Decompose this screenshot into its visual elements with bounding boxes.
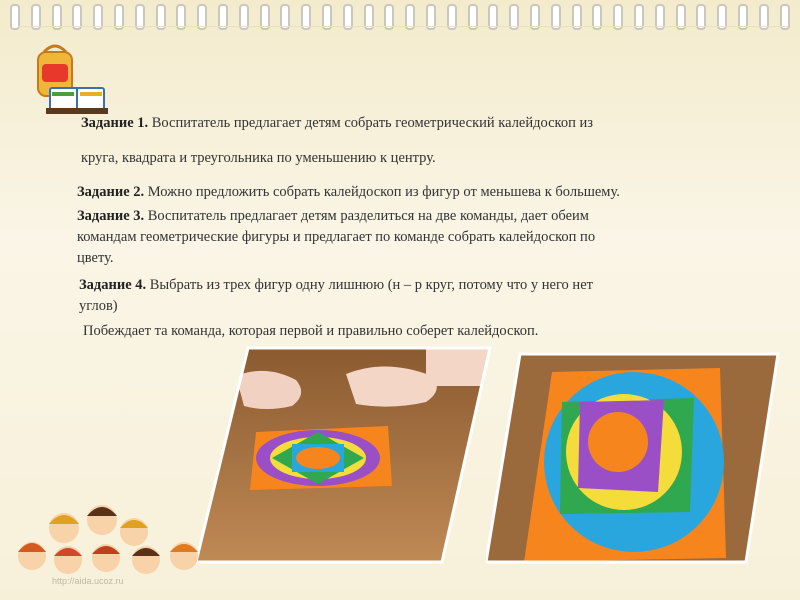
task-3-line-3: цвету. xyxy=(77,250,114,266)
task-3-line-1: Задание 3. Воспитатель предлагает детям разделиться на две команды, дает обеим xyxy=(77,208,589,224)
task-1-line-1: Задание 1. Воспитатель предлагает детям собрать геометрический калейдоскоп из xyxy=(81,115,593,131)
task-1-line-2: круга, квадрата и треугольника по уменьшению к центру. xyxy=(81,150,436,166)
photo-kaleidoscope-closeup xyxy=(486,352,780,564)
backpack-books-icon xyxy=(28,40,110,122)
winner-line: Побеждает та команда, которая первой и правильно соберет калейдоскоп. xyxy=(83,323,539,339)
task-2-line-1: Задание 2. Можно предложить собрать калейдоскоп из фигур от меньшева к большему. xyxy=(77,184,620,200)
task-3-line-2: командам геометрические фигуры и предлагает по команде собрать калейдоскоп по xyxy=(77,229,596,245)
task-4-line-2: углов) xyxy=(79,298,118,314)
task-4-line-1: Задание 4. Выбрать из трех фигур одну лишнюю (н – р круг, потому что у него нет xyxy=(79,277,593,293)
children-faces-illustration xyxy=(6,498,202,580)
footer-url: http://aida.ucoz.ru xyxy=(52,576,124,586)
photo-kaleidoscope-with-hands xyxy=(196,346,494,564)
